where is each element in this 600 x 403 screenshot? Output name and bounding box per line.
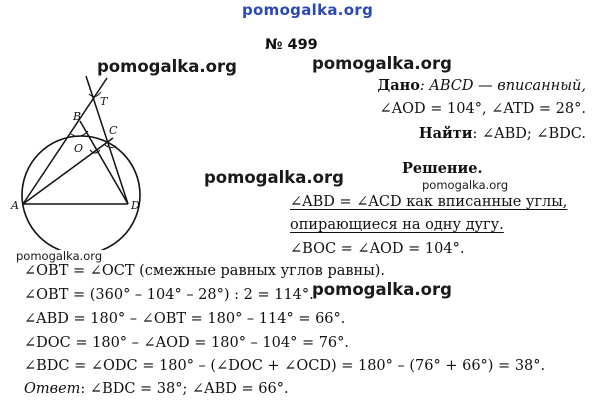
diagonal-bd <box>80 121 128 204</box>
solution-line-6: ∠ABD = 180° – ∠OBT = 180° – 114° = 66°. <box>24 311 346 327</box>
watermark-6: pomogalka.org <box>312 280 452 299</box>
problem-number: № 499 <box>265 37 318 53</box>
solution-line-1: ∠ABD = ∠ACD как вписанные углы, <box>290 194 568 210</box>
given-line-2: ∠AOD = 104°, ∠ATD = 28°. <box>379 101 586 117</box>
solution-line-3: ∠BOC = ∠AOD = 104°. <box>290 241 465 257</box>
label-c: C <box>109 124 118 137</box>
label-t: T <box>100 95 108 108</box>
solution-heading: Решение. <box>402 160 483 177</box>
solution-line-5: ∠OBT = (360° – 104° – 28°) : 2 = 114°. <box>24 287 314 303</box>
label-a: A <box>11 199 19 212</box>
answer-line <box>24 381 289 397</box>
geometry-figure <box>0 70 175 250</box>
label-b: B <box>73 110 82 123</box>
diagonal-ac <box>23 138 113 204</box>
solution-line-2: опирающиеся на одну дугу. <box>290 217 504 233</box>
label-d: D <box>131 199 140 212</box>
watermark-4: pomogalka.org <box>422 178 509 192</box>
watermark-5: pomogalka.org <box>16 249 103 263</box>
find-text: : ∠ABD; ∠BDC. <box>472 126 586 142</box>
solution-line-8: ∠BDC = ∠ODC = 180° – (∠DOC + ∠OCD) = 180° – (76° + 66°) = 38°. <box>24 358 546 374</box>
given-label: Дано <box>377 77 420 94</box>
given-line-1 <box>377 77 586 94</box>
watermark-3: pomogalka.org <box>204 168 344 187</box>
answer-text: : ∠BDC = 38°; ∠ABD = 66°. <box>80 381 289 397</box>
watermark-2: pomogalka.org <box>312 54 452 73</box>
solution-line-4: ∠OBT = ∠OCT (смежные равных углов равны). <box>24 263 385 279</box>
watermark-1: pomogalka.org <box>97 57 237 76</box>
solution-line-7: ∠DOC = 180° – ∠AOD = 180° – 104° = 76°. <box>24 335 350 351</box>
given-text: : ABCD — вписанный, <box>419 78 586 94</box>
find-label: Найти <box>418 125 473 142</box>
watermark-top: pomogalka.org <box>242 1 374 19</box>
find-line <box>419 125 586 142</box>
label-o: O <box>74 142 84 155</box>
answer-label: Ответ <box>24 381 81 397</box>
